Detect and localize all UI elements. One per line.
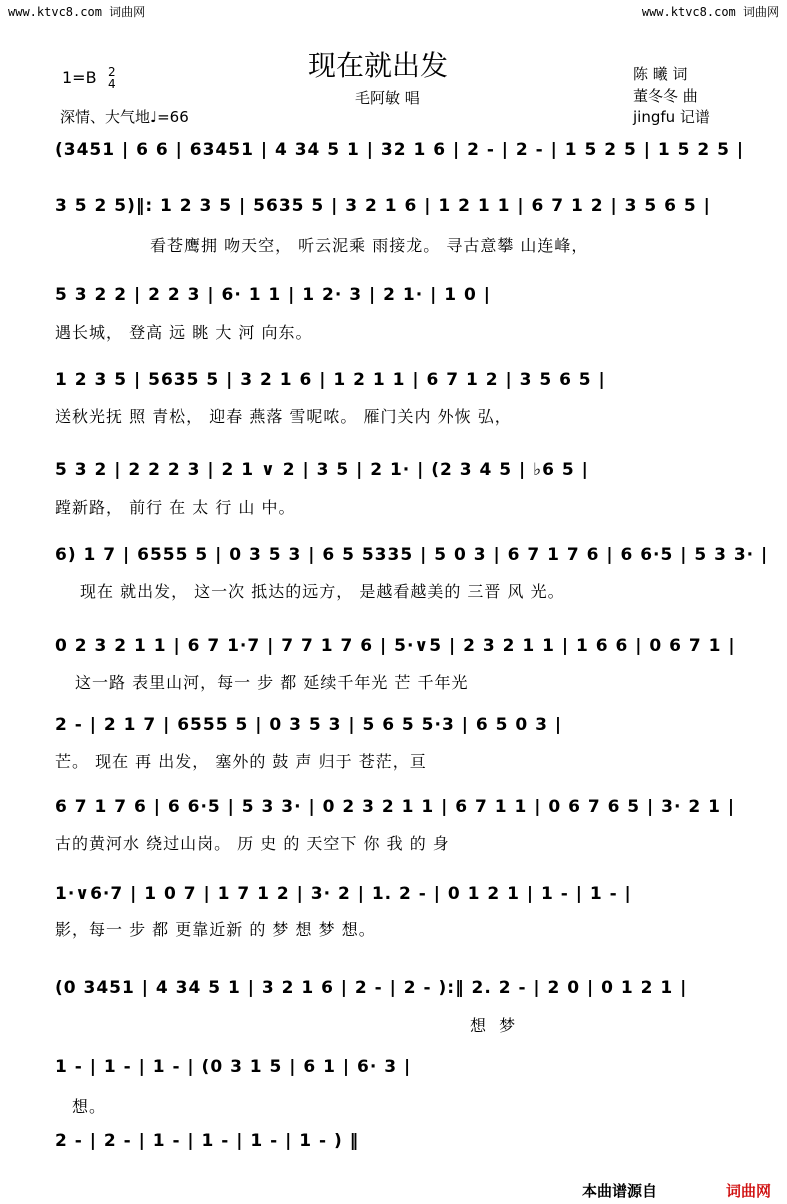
time-signature (108, 66, 116, 90)
score-line-4: 1 2 3 5 | 5635 5 | 3 2 1 6 | 1 2 1 1 | 6 7 1 2 | 3 5 6 5 | (55, 370, 606, 390)
site-logo-text: 词曲网 (726, 1182, 772, 1200)
source-label: 本曲谱源自 (582, 1182, 658, 1200)
lyric-line-4: 送秋光抚 照 青松， 迎春 燕落 雪呢哝。 雁门关内 外恢 弘， (55, 407, 512, 426)
score-line-9: 6 7 1 7 6 | 6 6·5 | 5 3 3· | 0 2 3 2 1 1 | 6 7 1 1 | 0 6 7 6 5 | 3· 2 1 | (55, 797, 736, 817)
lyric-line-3: 遇长城， 登高 远 眺 大 河 向东。 (55, 323, 313, 342)
meter-top: 2 (108, 65, 116, 79)
watermark-right: www.ktvc8.com 词曲网 (641, 5, 779, 19)
expression-text: 深情、大气地 (60, 108, 151, 126)
score-line-11: (0 3451 | 4 34 5 1 | 3 2 1 6 | 2 - | 2 - ):‖ 2. 2 - | 2 0 | 0 1 2 1 | (55, 978, 688, 998)
singer-credit: 毛阿敏 唱 (355, 89, 420, 107)
score-line-2: 3 5 2 5)‖: 1 2 3 5 | 5635 5 | 3 2 1 6 | 1 2 1 1 | 6 7 1 2 | 3 5 6 5 | (55, 196, 711, 216)
score-line-10: 1·∨6·7 | 1 0 7 | 1 7 1 2 | 3· 2 | 1. 2 - | 0 1 2 1 | 1 - | 1 - | (55, 884, 632, 904)
lyric-line-10: 影，每一 步 都 更靠近新 的 梦 想 梦 想。 (55, 920, 376, 939)
tempo-marking: ♩=66 (150, 108, 189, 126)
meter-bottom: 4 (108, 77, 116, 91)
transcriber-credit: jingfu 记谱 (633, 108, 710, 126)
lyricist-credit: 陈 曦 词 (633, 65, 688, 83)
lyric-line-6: 现在 就出发， 这一次 抵达的远方， 是越看越美的 三晋 风 光。 (80, 582, 565, 601)
expression-tempo (60, 106, 189, 127)
score-line-8: 2 - | 2 1 7 | 6555 5 | 0 3 5 3 | 5 6 5 5·3 | 6 5 0 3 | (55, 715, 563, 735)
lyric-line-5: 蹚新路， 前行 在 太 行 山 中。 (55, 498, 296, 517)
lyric-line-7: 这一路 表里山河，每一 步 都 延续千年光 芒 千年光 (75, 673, 469, 692)
key-signature: 1=B (62, 68, 97, 87)
watermark-left: www.ktvc8.com 词曲网 (8, 5, 146, 19)
score-line-1: (3451 | 6 6 | 63451 | 4 34 5 1 | 32 1 6 | 2 - | 2 - | 1 5 2 5 | 1 5 2 5 | (55, 140, 745, 160)
score-line-7: 0 2 3 2 1 1 | 6 7 1·7 | 7 7 1 7 6 | 5·∨5 | 2 3 2 1 1 | 1 6 6 | 0 6 7 1 | (55, 636, 736, 656)
lyric-line-2: 看苍鹰拥 吻天空， 听云泥乘 雨接龙。 寻古意攀 山连峰， (150, 236, 589, 255)
song-title: 现在就出发 (308, 49, 449, 82)
lyric-line-8: 芒。 现在 再 出发， 塞外的 鼓 声 归于 苍茫，亘 (55, 752, 427, 771)
lyric-line-11: 想 梦 (470, 1016, 520, 1035)
score-line-5: 5 3 2 | 2 2 2 3 | 2 1 ∨ 2 | 3 5 | 2 1· | (2 3 4 5 | ♭6 5 | (55, 460, 589, 480)
score-line-13: 2 - | 2 - | 1 - | 1 - | 1 - | 1 - ) ‖ (55, 1131, 360, 1151)
score-line-6: 6) 1 7 | 6555 5 | 0 3 5 3 | 6 5 5335 | 5 0 3 | 6 7 1 7 6 | 6 6·5 | 5 3 3· | (55, 545, 769, 565)
lyric-line-12: 想。 (72, 1097, 107, 1116)
composer-credit: 董冬冬 曲 (633, 87, 698, 105)
score-line-12: 1 - | 1 - | 1 - | (0 3 1 5 | 6 1 | 6· 3 | (55, 1057, 412, 1077)
score-line-3: 5 3 2 2 | 2 2 3 | 6· 1 1 | 1 2· 3 | 2 1· | 1 0 | (55, 285, 491, 305)
lyric-line-9: 古的黄河水 绕过山岗。 历 史 的 天空下 你 我 的 身 (55, 834, 450, 853)
